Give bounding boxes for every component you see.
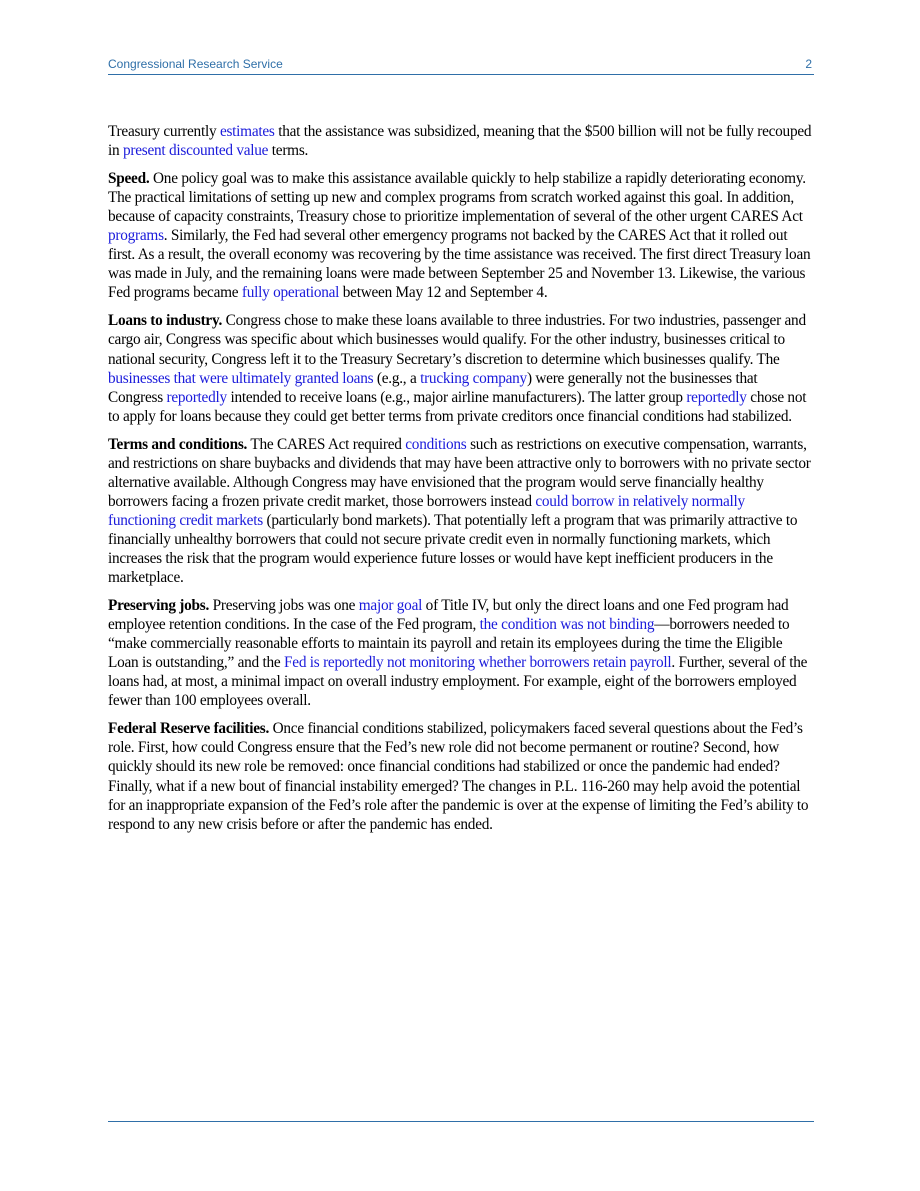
document-body xyxy=(108,122,814,843)
text-run: terms. xyxy=(268,142,309,160)
inline-link[interactable]: the condition was not binding xyxy=(479,616,655,634)
paragraph xyxy=(108,719,814,833)
text-run: —borrowers needed to “make commercially reasonable efforts to maintain its payroll and retain its employees during the time the Eligible Loan is outstanding,” and the xyxy=(108,616,790,672)
paragraph-lead: Terms and conditions. xyxy=(108,435,248,453)
inline-link[interactable]: present discounted value xyxy=(122,142,269,160)
inline-link[interactable]: could borrow in relatively normally functioning credit markets xyxy=(108,492,745,529)
text-run: that the assistance was subsidized, meaning that the $500 billion will not be fully recouped in xyxy=(108,123,812,160)
inline-link[interactable]: trucking company xyxy=(420,369,527,387)
text-run: between May 12 and September 4. xyxy=(339,284,548,302)
page-number: 2 xyxy=(805,57,812,71)
inline-link[interactable]: major goal xyxy=(358,597,423,615)
paragraph xyxy=(108,122,814,160)
text-run: Congress chose to make these loans available to three industries. For two industries, passenger and cargo air, Congress was specific about which businesses would qualify. For the other industry, businesses critical to national security, Congress left it to the Treasury Secretary’s discretion to determine which businesses qualify. The xyxy=(108,312,806,368)
paragraph-lead: Speed. xyxy=(108,170,150,188)
text-run: such as restrictions on executive compensation, warrants, and restrictions on share buybacks and dividends that may have been attractive only to borrowers with no private sector alternative available. Although Congress may have envisioned that the program would serve financially healthy borrowers facing a frozen private credit market, those borrowers instead xyxy=(108,435,811,510)
inline-link[interactable]: fully operational xyxy=(241,284,340,302)
paragraph xyxy=(108,596,814,710)
text-run: chose not to apply for loans because they could get better terms from private creditors once financial conditions had stabilized. xyxy=(108,388,807,425)
text-run: The CARES Act required xyxy=(247,435,406,453)
text-run: . Similarly, the Fed had several other emergency programs not backed by the CARES Act that it rolled out first. As a result, the overall economy was recovering by the time assistance was received. The first direct Treasury loan was made in July, and the remaining loans were made between September 25 and November 13. Likewise, the various Fed programs became xyxy=(108,227,811,302)
paragraph xyxy=(108,169,814,302)
text-run: Treasury currently xyxy=(108,123,220,140)
text-run: of Title IV, but only the direct loans and one Fed program had employee retention conditions. In the case of the Fed program, xyxy=(108,597,789,634)
inline-link[interactable]: reportedly xyxy=(686,388,747,406)
page-header xyxy=(108,57,814,75)
header-organization: Congressional Research Service xyxy=(108,57,283,71)
text-run: One policy goal was to make this assistance available quickly to help stabilize a rapidly deteriorating economy. The practical limitations of setting up new and complex programs from scratch worked against this goal. In addition, because of capacity constraints, Treasury chose to prioritize implementation of several of the other urgent CARES Act xyxy=(108,170,806,226)
paragraph xyxy=(108,311,814,425)
paragraph-lead: Federal Reserve facilities. xyxy=(108,720,270,738)
text-run: (particularly bond markets). That potentially left a program that was primarily attractive to financially unhealthy borrowers that could not secure private credit even in normally functioning markets, which increases the risk that the program would experience future losses or would have kept inefficient producers in the marketplace. xyxy=(108,511,798,587)
text-run: Preserving jobs was one xyxy=(209,597,359,615)
paragraph-lead: Loans to industry. xyxy=(108,312,223,330)
text-run: (e.g., a xyxy=(373,369,421,387)
paragraph xyxy=(108,435,814,587)
text-run: Once financial conditions stabilized, policymakers faced several questions about the Fed’s role. First, how could Congress ensure that the Fed’s new role did not become permanent or routine? Second, how quickly should its new role be removed: once financial conditions had stabilized or once the pandemic had ended? Finally, what if a new bout of financial instability emerged? The changes in P.L. 116-260 may help avoid the potential for an inappropriate expansion of the Fed’s role after the pandemic is over at the expense of limiting the Fed’s ability to respond to any new crisis before or after the pandemic has ended. xyxy=(108,720,809,833)
inline-link[interactable]: programs xyxy=(108,227,164,245)
footer-divider xyxy=(108,1121,814,1122)
inline-link[interactable]: Fed is reportedly not monitoring whether borrowers retain payroll xyxy=(284,654,672,672)
paragraph-lead: Preserving jobs. xyxy=(108,597,210,615)
inline-link[interactable]: conditions xyxy=(405,435,467,453)
text-run: ) were generally not the businesses that Congress xyxy=(108,369,758,406)
inline-link[interactable]: reportedly xyxy=(166,388,227,406)
text-run: . Further, several of the loans had, at most, a minimal impact on overall industry employment. For example, eight of the borrowers employed fewer than 100 employees overall. xyxy=(108,654,808,710)
inline-link[interactable]: estimates xyxy=(219,123,275,140)
text-run: intended to receive loans (e.g., major airline manufacturers). The latter group xyxy=(226,388,687,406)
inline-link[interactable]: businesses that were ultimately granted loans xyxy=(108,369,374,387)
